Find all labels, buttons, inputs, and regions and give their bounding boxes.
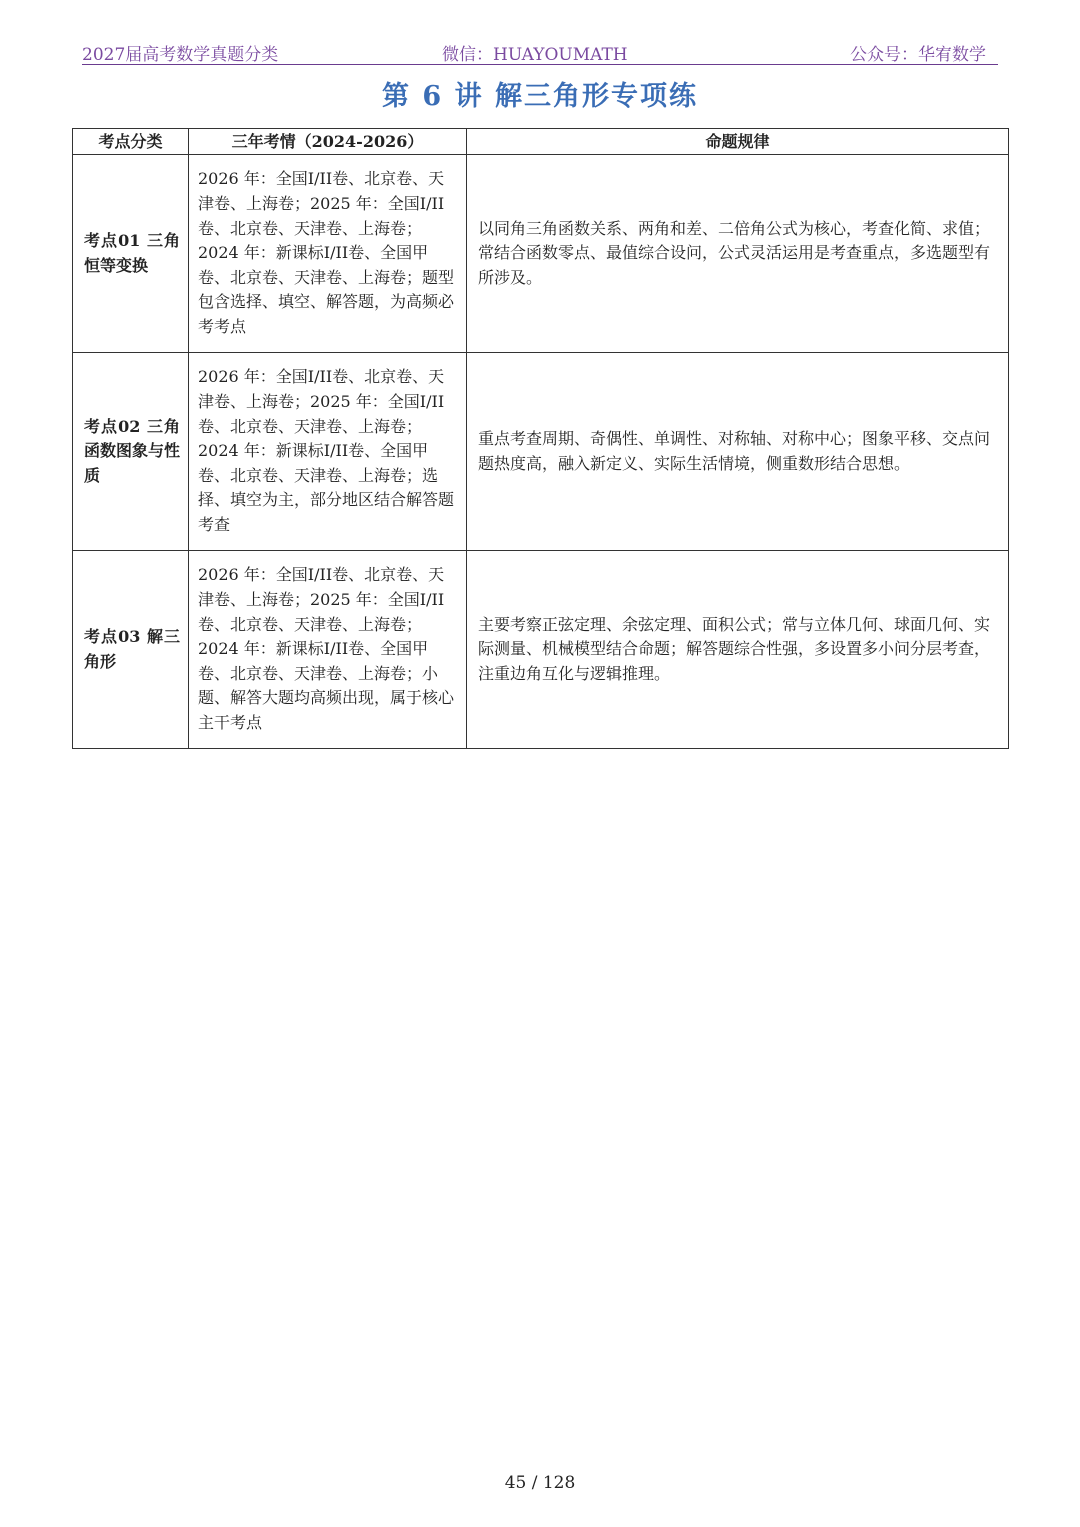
table-row [73,551,1009,749]
topic-table [72,128,1009,749]
rule-cell: 以同角三角函数关系、两角和差、二倍角公式为核心，考查化简、求值；常结合函数零点、最值综合设问，公式灵活运用是考查重点，多选题型有所涉及。 [467,155,1009,353]
rule-cell: 重点考查周期、奇偶性、单调性、对称轴、对称中心；图象平移、交点问题热度高，融入新定义、实际生活情境，侧重数形结合思想。 [467,353,1009,551]
header-wechat-text: 微信：HUAYOUMATH [442,45,628,65]
header-right-text: 公众号：华宥数学 [850,45,986,65]
header-category: 考点分类 [73,129,189,155]
history-cell: 2026 年：全国I/II卷、北京卷、天津卷、上海卷；2025 年：全国I/II卷、北京卷、天津卷、上海卷；2024 年：新课标I/II卷、全国甲卷、北京卷、天津卷、上海卷；题型包含选择、填空、解答题，为高频必考考点 [189,155,467,353]
table-header-row [73,129,1009,155]
header-left-text: 2027届高考数学真题分类 [82,45,279,65]
category-cell: 考点02 三角函数图象与性质 [73,353,189,551]
header-history: 三年考情（2024-2026） [189,129,467,155]
category-cell: 考点01 三角恒等变换 [73,155,189,353]
category-cell: 考点03 解三角形 [73,551,189,749]
history-cell: 2026 年：全国I/II卷、北京卷、天津卷、上海卷；2025 年：全国I/II卷、北京卷、天津卷、上海卷；2024 年：新课标I/II卷、全国甲卷、北京卷、天津卷、上海卷；选择、填空为主，部分地区结合解答题考查 [189,353,467,551]
header-rule: 命题规律 [467,129,1009,155]
page-title: 第 6 讲 解三角形专项练 [382,81,698,112]
table-row [73,155,1009,353]
rule-cell: 主要考察正弦定理、余弦定理、面积公式；常与立体几何、球面几何、实际测量、机械模型结合命题；解答题综合性强，多设置多小问分层考查，注重边角互化与逻辑推理。 [467,551,1009,749]
page-header [82,40,998,65]
history-cell: 2026 年：全国I/II卷、北京卷、天津卷、上海卷；2025 年：全国I/II卷、北京卷、天津卷、上海卷；2024 年：新课标I/II卷、全国甲卷、北京卷、天津卷、上海卷；小题、解答大题均高频出现，属于核心主干考点 [189,551,467,749]
page-number: 45 / 128 [504,1473,576,1493]
table-row [73,353,1009,551]
